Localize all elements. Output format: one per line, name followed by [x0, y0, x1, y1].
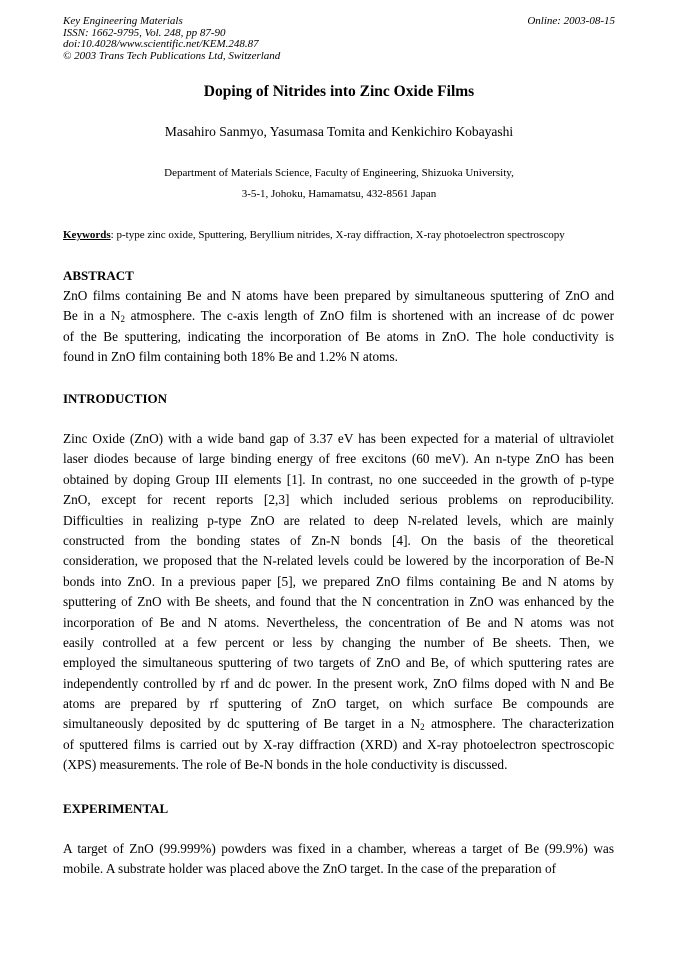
text-line: incorporation of Be and N atoms. Nevertheless, the concentration of Be and N atoms was not	[63, 614, 614, 630]
keywords-text: : p-type zinc oxide, Sputtering, Beryllium nitrides, X-ray diffraction, X-ray photoelectron spectroscopy	[110, 229, 565, 241]
text-line: (XPS) measurements. The role of Be-N bonds in the hole conductivity is discussed.	[63, 757, 508, 773]
keywords	[63, 229, 623, 241]
issn-line: ISSN: 1662-9795, Vol. 248, pp 87-90	[63, 26, 226, 39]
text-line: simultaneously deposited by dc sputtering of Be target in a $N_2$ atmosphere. The characterization	[63, 716, 614, 733]
text-line: atoms are prepared by rf sputtering of ZnO target, on which surface Be compounds are	[63, 696, 614, 712]
text-line: Difficulties in realizing p-type ZnO are related to deep N-related levels, which are mainly	[63, 512, 614, 528]
text-line: of the Be sputtering, indicating the incorporation of Be atoms in ZnO. The hole conductivity is	[63, 328, 614, 344]
introduction-body	[63, 429, 614, 776]
subscript: 2	[120, 314, 125, 325]
text-line: obtained by doping Group III elements [1]. In contrast, no one succeeded in the growth of p-type	[63, 471, 614, 487]
journal-header	[63, 16, 280, 62]
text-line: employed the simultaneous sputtering of two targets of ZnO and Be, of which sputtering rates are	[63, 655, 614, 671]
affiliation-line-2: 3-5-1, Johoku, Hamamatsu, 432-8561 Japan	[241, 188, 437, 200]
abstract-heading: ABSTRACT	[63, 268, 134, 283]
experimental-heading: EXPERIMENTAL	[63, 801, 169, 816]
text-line: ZnO, except for recent reports [2,3] which included serious problems on reproducibility.	[63, 492, 614, 508]
text-line: Zinc Oxide (ZnO) with a wide band gap of 3.37 eV has been expected for a material of ultraviolet	[63, 431, 614, 446]
text-line: sputtering of ZnO with Be sheets, and found that the N concentration in ZnO was enhanced by the	[63, 594, 614, 610]
affiliation-line-1: Department of Materials Science, Faculty of Engineering, Shizuoka University,	[164, 167, 514, 179]
experimental-body	[63, 839, 614, 880]
paper-title: Doping of Nitrides into Zinc Oxide Films	[203, 83, 475, 100]
online-date: Online: 2003-08-15	[527, 15, 615, 27]
text-line: Be in a $N_2$ atmosphere. The c-axis length of ZnO film is shortened with an increase of dc power	[63, 308, 614, 325]
text-line: easily controlled at a few percent or less by changing the number of Be sheets. Then, we	[63, 634, 614, 650]
authors: Masahiro Sanmyo, Yasumasa Tomita and Kenkichiro Kobayashi	[164, 124, 514, 139]
copyright-line: © 2003 Trans Tech Publications Ltd, Switzerland	[63, 49, 281, 62]
doi-line: doi:10.4028/www.scientific.net/KEM.248.87	[63, 38, 259, 50]
text-line: constructed from the bonding states of Zn-N bonds [4]. On the basis of the theoretical	[63, 532, 614, 548]
text-line: independently controlled by rf and dc power. In the present work, ZnO films doped with N and Be	[63, 675, 614, 691]
text-line: of sputtered films is carried out by X-ray diffraction (XRD) and X-ray photoelectron spectroscopic	[63, 736, 614, 752]
text-line: found in ZnO film containing both 18% Be and 1.2% N atoms.	[63, 349, 398, 365]
text-line: consideration, we proposed that the N-related levels could be lowered by the incorporation of Be-N	[63, 553, 614, 569]
text-line: laser diodes because of large binding energy of free excitons (60 meV). An n-type ZnO has been	[63, 451, 614, 467]
keywords-label: Keywords	[63, 229, 111, 241]
abstract-body	[63, 286, 614, 368]
text-line: mobile. A substrate holder was placed above the ZnO target. In the case of the preparation of	[63, 861, 557, 877]
subscript: 2	[420, 722, 425, 733]
journal-name: Key Engineering Materials	[63, 15, 183, 27]
text-line: bonds into ZnO. In a previous paper [5], we prepared ZnO films containing Be and N atoms by	[63, 573, 614, 589]
text-line: A target of ZnO (99.999%) powders was fixed in a chamber, whereas a target of Be (99.9%) was	[63, 841, 614, 856]
introduction-heading: INTRODUCTION	[63, 391, 168, 406]
text-line: ZnO films containing Be and N atoms have been prepared by simultaneous sputtering of ZnO and	[63, 288, 614, 303]
